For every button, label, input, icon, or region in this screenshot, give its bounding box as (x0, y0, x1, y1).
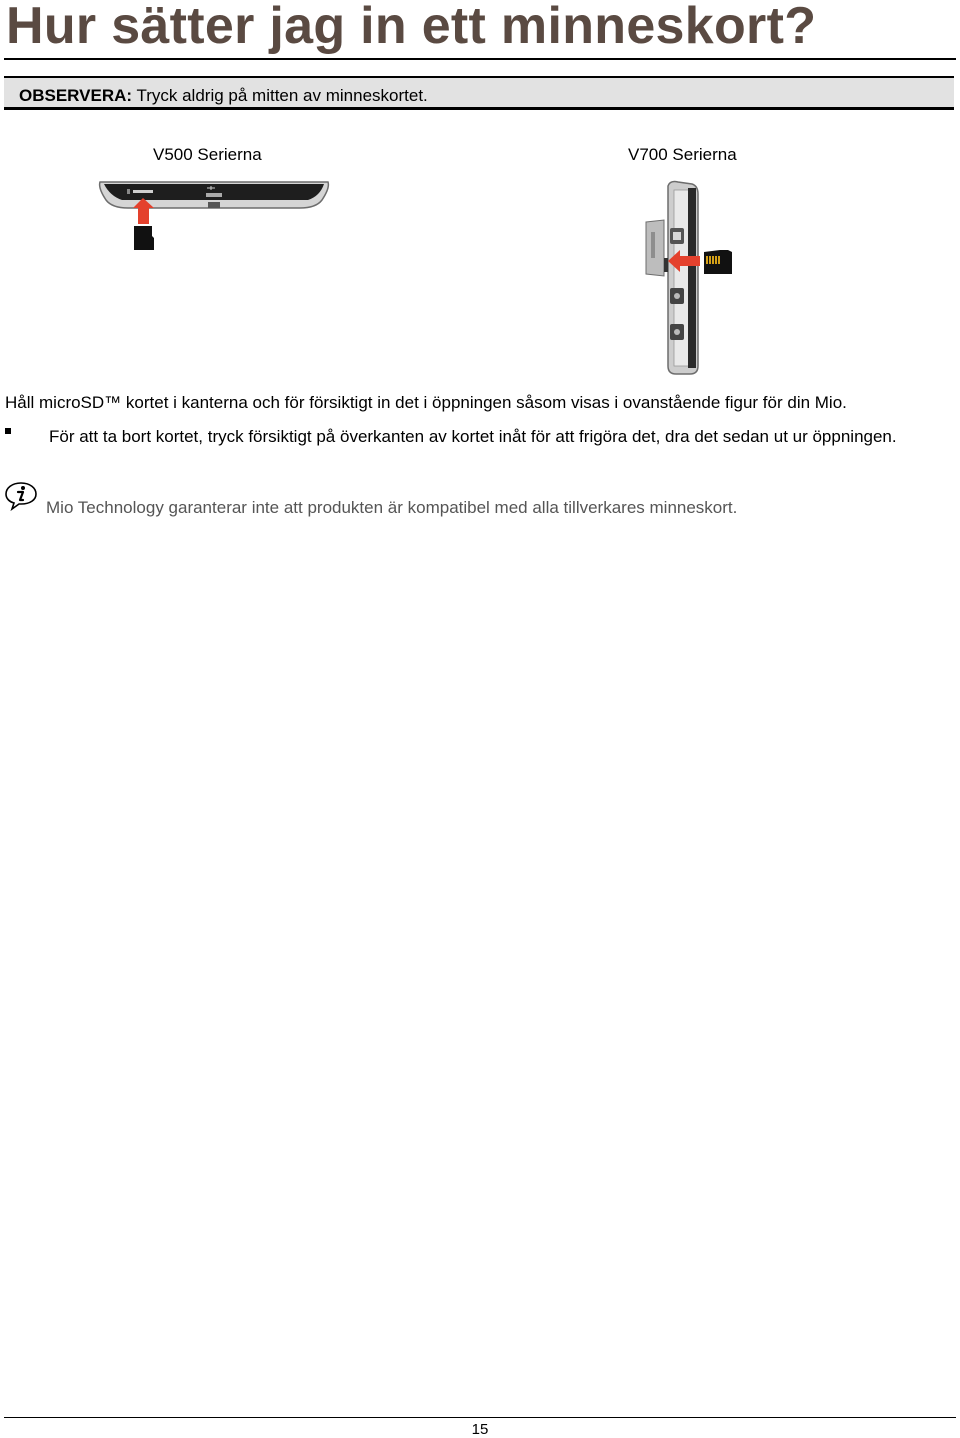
v700-device-illustration (640, 178, 736, 378)
notice-label: OBSERVERA: (19, 86, 133, 105)
info-icon (4, 481, 38, 511)
v500-label: V500 Serierna (153, 145, 262, 164)
page-title: Hur sätter jag in ett minneskort? (6, 0, 817, 55)
v700-label: V700 Serierna (628, 145, 737, 164)
notice-box (4, 76, 954, 110)
microsd-card (134, 226, 154, 250)
bullet-marker (5, 428, 11, 434)
notice-text (19, 86, 428, 106)
page-number: 15 (471, 1421, 489, 1438)
v500-device-illustration (96, 178, 332, 254)
insert-arrow-shaft (138, 208, 149, 224)
info-note-text: Mio Technology garanterar inte att produkten är kompatibel med alla tillverkares minneskort. (46, 498, 738, 517)
bullet-item: För att ta bort kortet, tryck försiktigt på överkanten av kortet inåt för att frigöra det, dra det sedan ut ur öppningen. (49, 427, 897, 446)
instruction-paragraph: Håll microSD™ kortet i kanterna och för försiktigt in det i öppningen såsom visas i ovanstående figur för din Mio. (5, 393, 847, 412)
title-divider (4, 58, 956, 60)
insert-arrow-shaft (678, 256, 700, 266)
notice-message: Tryck aldrig på mitten av minneskortet. (132, 86, 428, 105)
footer-divider (4, 1417, 956, 1418)
